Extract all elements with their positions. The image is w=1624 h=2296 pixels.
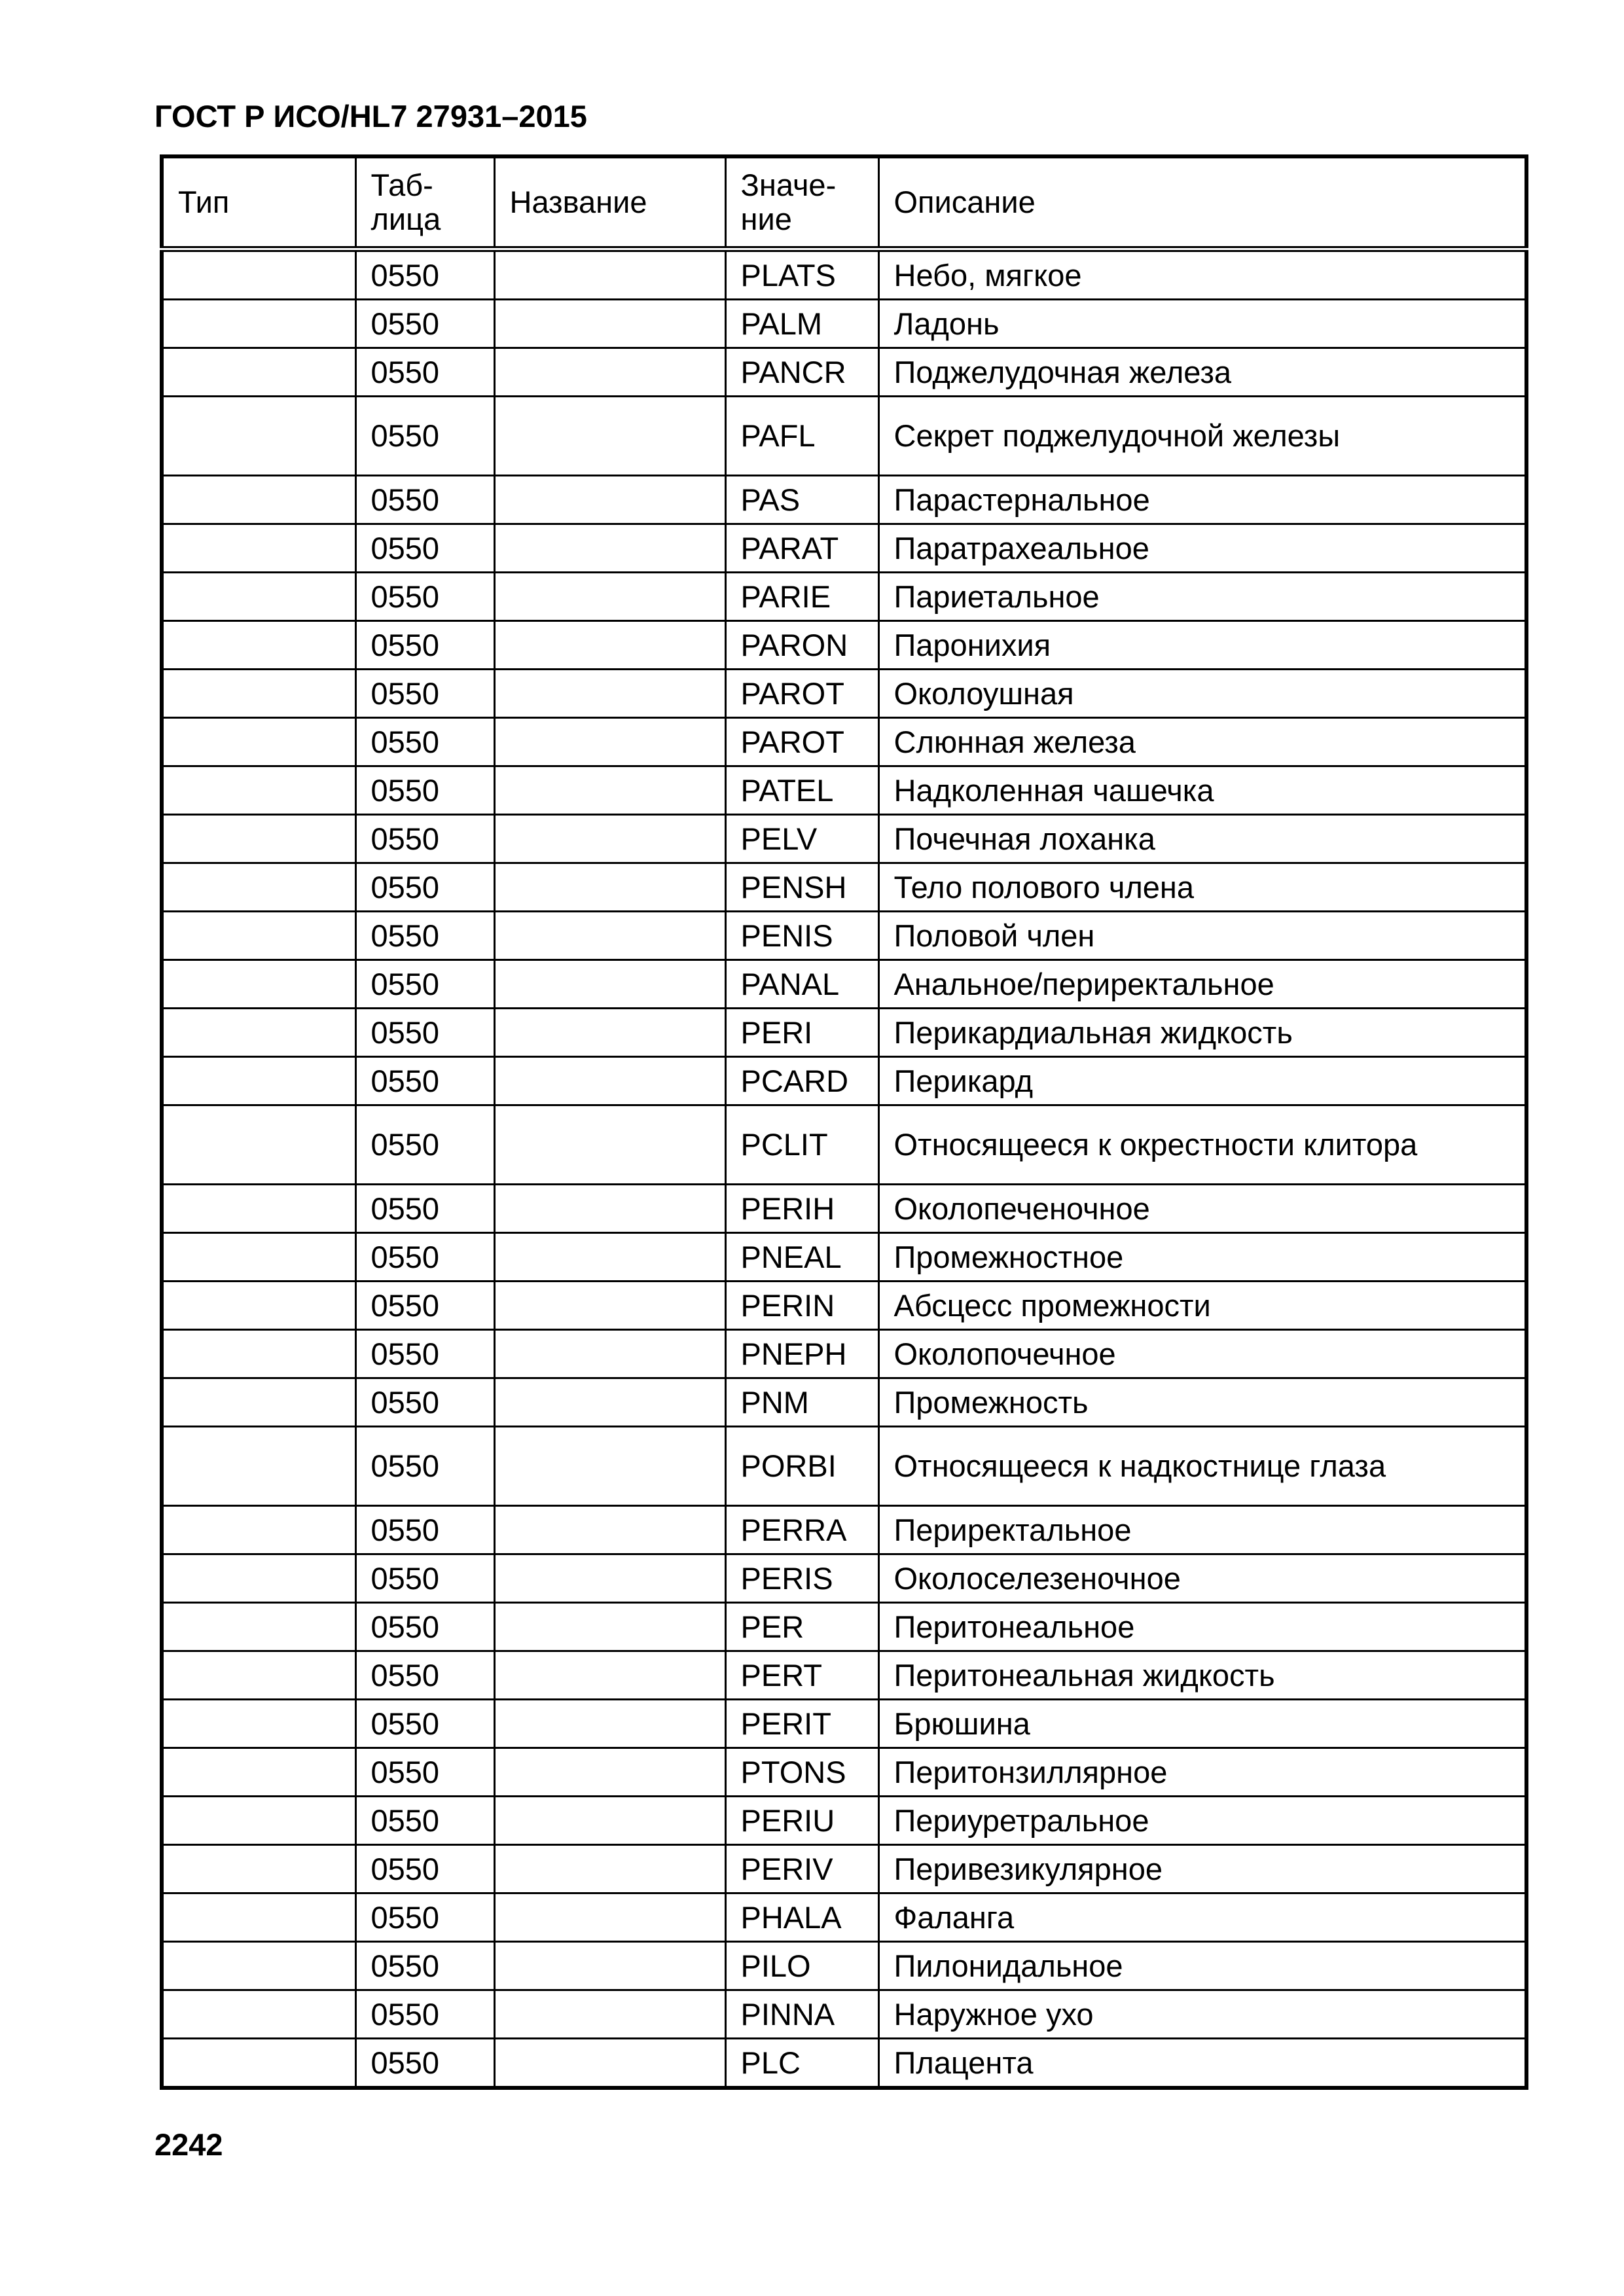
cell-description: Половой член	[878, 912, 1526, 960]
cell-name	[494, 670, 725, 718]
cell-table: 0550	[355, 1105, 494, 1185]
cell-table: 0550	[355, 912, 494, 960]
cell-name	[494, 960, 725, 1009]
cell-table: 0550	[355, 1378, 494, 1427]
cell-value: PARAT	[725, 524, 878, 573]
cell-value: PTONS	[725, 1748, 878, 1797]
cell-value: PER	[725, 1603, 878, 1651]
cell-name	[494, 1282, 725, 1330]
cell-table: 0550	[355, 1554, 494, 1603]
cell-name	[494, 815, 725, 863]
table-row	[162, 397, 1526, 476]
cell-type	[162, 397, 355, 476]
cell-name	[494, 300, 725, 348]
cell-value: PERIN	[725, 1282, 878, 1330]
cell-value: PANCR	[725, 348, 878, 397]
cell-value: PERRA	[725, 1506, 878, 1554]
cell-name	[494, 573, 725, 621]
table-row	[162, 1942, 1526, 1990]
cell-value: PAROT	[725, 718, 878, 766]
cell-value: PERIT	[725, 1700, 878, 1748]
cell-type	[162, 2039, 355, 2089]
cell-description: Перитонеальная жидкость	[878, 1651, 1526, 1700]
cell-value: PERT	[725, 1651, 878, 1700]
cell-description: Паронихия	[878, 621, 1526, 670]
cell-value: PINNA	[725, 1990, 878, 2039]
table-row	[162, 1845, 1526, 1893]
cell-value: PHALA	[725, 1893, 878, 1942]
table-header	[162, 156, 1526, 249]
cell-description: Промежностное	[878, 1233, 1526, 1282]
cell-value: PERI	[725, 1009, 878, 1057]
table-row	[162, 1282, 1526, 1330]
cell-type	[162, 300, 355, 348]
cell-value: PLATS	[725, 249, 878, 300]
cell-type	[162, 1748, 355, 1797]
cell-name	[494, 766, 725, 815]
cell-table: 0550	[355, 524, 494, 573]
cell-name	[494, 249, 725, 300]
cell-name	[494, 1603, 725, 1651]
table-row	[162, 960, 1526, 1009]
cell-table: 0550	[355, 476, 494, 524]
table-row	[162, 1700, 1526, 1748]
code-table	[160, 154, 1528, 2090]
cell-table: 0550	[355, 1845, 494, 1893]
cell-value: PNEPH	[725, 1330, 878, 1378]
cell-name	[494, 912, 725, 960]
table-row	[162, 670, 1526, 718]
cell-name	[494, 1233, 725, 1282]
column-header-value-line1: Значе-	[740, 168, 837, 202]
cell-value: PLC	[725, 2039, 878, 2089]
table-row	[162, 1748, 1526, 1797]
column-header-description: Описание	[878, 156, 1526, 249]
cell-table: 0550	[355, 1057, 494, 1105]
cell-type	[162, 912, 355, 960]
cell-description: Париетальное	[878, 573, 1526, 621]
cell-description: Тело полового члена	[878, 863, 1526, 912]
cell-value: PARON	[725, 621, 878, 670]
cell-type	[162, 1651, 355, 1700]
table-row	[162, 1185, 1526, 1233]
cell-name	[494, 476, 725, 524]
cell-description: Околопочечное	[878, 1330, 1526, 1378]
cell-value: PERIU	[725, 1797, 878, 1845]
cell-value: PERIS	[725, 1554, 878, 1603]
cell-description: Анальное/периректальное	[878, 960, 1526, 1009]
cell-value: PCARD	[725, 1057, 878, 1105]
table-row	[162, 815, 1526, 863]
cell-type	[162, 249, 355, 300]
cell-description: Пилонидальное	[878, 1942, 1526, 1990]
table-row	[162, 1990, 1526, 2039]
document-header: ГОСТ Р ИСО/HL7 27931–2015	[154, 99, 587, 134]
cell-name	[494, 621, 725, 670]
table-row	[162, 1378, 1526, 1427]
cell-type	[162, 573, 355, 621]
column-header-name: Название	[494, 156, 725, 249]
table-row	[162, 1009, 1526, 1057]
cell-description: Секрет поджелудочной железы	[878, 397, 1526, 476]
cell-type	[162, 1427, 355, 1506]
cell-value: PATEL	[725, 766, 878, 815]
cell-value: PNEAL	[725, 1233, 878, 1282]
cell-description: Перикард	[878, 1057, 1526, 1105]
table-row	[162, 2039, 1526, 2089]
table-row	[162, 718, 1526, 766]
cell-name	[494, 1057, 725, 1105]
cell-table: 0550	[355, 621, 494, 670]
table-row	[162, 863, 1526, 912]
cell-table: 0550	[355, 1330, 494, 1378]
cell-value: PALM	[725, 300, 878, 348]
cell-type	[162, 1506, 355, 1554]
cell-description: Брюшина	[878, 1700, 1526, 1748]
cell-value: PENIS	[725, 912, 878, 960]
cell-description: Перитонзиллярное	[878, 1748, 1526, 1797]
cell-table: 0550	[355, 1893, 494, 1942]
table-row	[162, 621, 1526, 670]
cell-table: 0550	[355, 1797, 494, 1845]
cell-table: 0550	[355, 1009, 494, 1057]
cell-description: Надколенная чашечка	[878, 766, 1526, 815]
cell-type	[162, 524, 355, 573]
cell-table: 0550	[355, 249, 494, 300]
cell-description: Фаланга	[878, 1893, 1526, 1942]
cell-value: PERIV	[725, 1845, 878, 1893]
cell-type	[162, 1845, 355, 1893]
cell-description: Промежность	[878, 1378, 1526, 1427]
table-body	[162, 249, 1526, 2089]
cell-type	[162, 1282, 355, 1330]
cell-description: Ладонь	[878, 300, 1526, 348]
cell-description: Парастернальное	[878, 476, 1526, 524]
cell-description: Абсцесс промежности	[878, 1282, 1526, 1330]
cell-name	[494, 1990, 725, 2039]
cell-name	[494, 1748, 725, 1797]
table-row	[162, 348, 1526, 397]
cell-value: PERIH	[725, 1185, 878, 1233]
cell-description: Наружное ухо	[878, 1990, 1526, 2039]
cell-table: 0550	[355, 1990, 494, 2039]
cell-value: PELV	[725, 815, 878, 863]
cell-name	[494, 1845, 725, 1893]
cell-table: 0550	[355, 397, 494, 476]
cell-type	[162, 1330, 355, 1378]
table-row	[162, 476, 1526, 524]
cell-table: 0550	[355, 1506, 494, 1554]
cell-description: Околоушная	[878, 670, 1526, 718]
cell-type	[162, 670, 355, 718]
cell-table: 0550	[355, 1427, 494, 1506]
column-header-table-line2: лица	[370, 202, 441, 236]
cell-table: 0550	[355, 766, 494, 815]
cell-type	[162, 1057, 355, 1105]
table-row	[162, 766, 1526, 815]
cell-table: 0550	[355, 1603, 494, 1651]
cell-table: 0550	[355, 670, 494, 718]
cell-type	[162, 1700, 355, 1748]
cell-type	[162, 1942, 355, 1990]
cell-name	[494, 1893, 725, 1942]
cell-type	[162, 815, 355, 863]
table-row	[162, 1651, 1526, 1700]
table-row	[162, 1893, 1526, 1942]
cell-name	[494, 718, 725, 766]
column-header-table	[355, 156, 494, 249]
cell-name	[494, 1378, 725, 1427]
cell-type	[162, 348, 355, 397]
header-row	[162, 156, 1526, 249]
cell-table: 0550	[355, 815, 494, 863]
table-row	[162, 1506, 1526, 1554]
cell-type	[162, 1603, 355, 1651]
cell-name	[494, 1330, 725, 1378]
cell-name	[494, 1554, 725, 1603]
table-row	[162, 1554, 1526, 1603]
cell-value: PANAL	[725, 960, 878, 1009]
cell-type	[162, 863, 355, 912]
cell-type	[162, 1009, 355, 1057]
table-row	[162, 524, 1526, 573]
cell-description: Перикардиальная жидкость	[878, 1009, 1526, 1057]
table-row	[162, 1330, 1526, 1378]
table-row	[162, 912, 1526, 960]
cell-description: Небо, мягкое	[878, 249, 1526, 300]
cell-name	[494, 1506, 725, 1554]
cell-type	[162, 1554, 355, 1603]
cell-description: Периуретральное	[878, 1797, 1526, 1845]
page-number: 2242	[154, 2127, 223, 2162]
cell-description: Перивезикулярное	[878, 1845, 1526, 1893]
cell-name	[494, 348, 725, 397]
cell-name	[494, 1700, 725, 1748]
cell-table: 0550	[355, 573, 494, 621]
table-row	[162, 573, 1526, 621]
cell-name	[494, 863, 725, 912]
cell-description: Паратрахеальное	[878, 524, 1526, 573]
column-header-value-line2: ние	[740, 202, 792, 236]
cell-type	[162, 1378, 355, 1427]
cell-description: Почечная лоханка	[878, 815, 1526, 863]
cell-type	[162, 1185, 355, 1233]
cell-table: 0550	[355, 863, 494, 912]
cell-name	[494, 1942, 725, 1990]
cell-value: PCLIT	[725, 1105, 878, 1185]
cell-type	[162, 718, 355, 766]
cell-value: PORBI	[725, 1427, 878, 1506]
cell-name	[494, 1797, 725, 1845]
cell-value: PARIE	[725, 573, 878, 621]
cell-name	[494, 1427, 725, 1506]
cell-type	[162, 621, 355, 670]
cell-table: 0550	[355, 1700, 494, 1748]
cell-type	[162, 1797, 355, 1845]
cell-name	[494, 1185, 725, 1233]
cell-name	[494, 524, 725, 573]
table-row	[162, 1057, 1526, 1105]
table-row	[162, 1427, 1526, 1506]
cell-table: 0550	[355, 2039, 494, 2089]
cell-value: PAFL	[725, 397, 878, 476]
cell-description: Относящееся к окрестности клитора	[878, 1105, 1526, 1185]
column-header-type: Тип	[162, 156, 355, 249]
cell-value: PAROT	[725, 670, 878, 718]
cell-description: Перитонеальное	[878, 1603, 1526, 1651]
cell-table: 0550	[355, 1748, 494, 1797]
cell-name	[494, 1651, 725, 1700]
cell-table: 0550	[355, 1942, 494, 1990]
cell-table: 0550	[355, 348, 494, 397]
cell-table: 0550	[355, 300, 494, 348]
cell-type	[162, 476, 355, 524]
cell-name	[494, 1009, 725, 1057]
cell-table: 0550	[355, 960, 494, 1009]
cell-description: Относящееся к надкостнице глаза	[878, 1427, 1526, 1506]
cell-type	[162, 960, 355, 1009]
cell-type	[162, 1990, 355, 2039]
cell-type	[162, 1893, 355, 1942]
cell-value: PAS	[725, 476, 878, 524]
table-row	[162, 249, 1526, 300]
cell-description: Околоселезеночное	[878, 1554, 1526, 1603]
table-row	[162, 1105, 1526, 1185]
cell-type	[162, 766, 355, 815]
column-header-value	[725, 156, 878, 249]
cell-description: Околопеченочное	[878, 1185, 1526, 1233]
cell-table: 0550	[355, 1233, 494, 1282]
table-row	[162, 300, 1526, 348]
column-header-table-line1: Таб-	[370, 168, 433, 202]
cell-type	[162, 1233, 355, 1282]
cell-type	[162, 1105, 355, 1185]
cell-name	[494, 2039, 725, 2089]
cell-name	[494, 397, 725, 476]
cell-table: 0550	[355, 1651, 494, 1700]
cell-name	[494, 1105, 725, 1185]
cell-table: 0550	[355, 1282, 494, 1330]
cell-description: Плацента	[878, 2039, 1526, 2089]
table-row	[162, 1233, 1526, 1282]
cell-value: PILO	[725, 1942, 878, 1990]
cell-table: 0550	[355, 718, 494, 766]
table-row	[162, 1603, 1526, 1651]
table-row	[162, 1797, 1526, 1845]
cell-description: Слюнная железа	[878, 718, 1526, 766]
cell-description: Поджелудочная железа	[878, 348, 1526, 397]
cell-value: PENSH	[725, 863, 878, 912]
cell-value: PNM	[725, 1378, 878, 1427]
cell-table: 0550	[355, 1185, 494, 1233]
cell-description: Периректальное	[878, 1506, 1526, 1554]
